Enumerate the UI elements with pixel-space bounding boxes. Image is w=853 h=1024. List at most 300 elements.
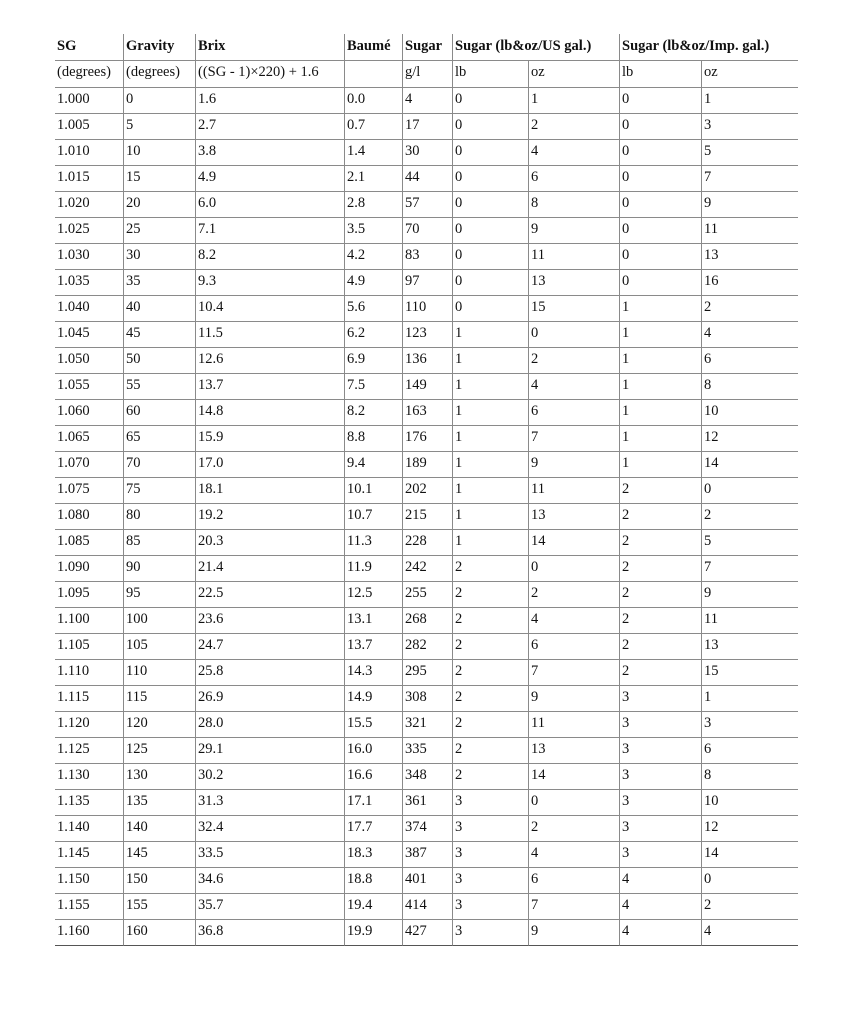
table-row [55, 634, 798, 660]
unit-imp-lb: lb [619, 61, 701, 88]
cell-imp-oz: 12 [701, 816, 798, 842]
cell-brix: 25.8 [195, 660, 344, 686]
cell-us-oz: 8 [528, 192, 619, 218]
unit-us-oz: oz [528, 61, 619, 88]
cell-imp-lb: 1 [619, 452, 701, 478]
cell-imp-oz: 11 [701, 218, 798, 244]
cell-imp-lb: 2 [619, 608, 701, 634]
cell-imp-oz: 15 [701, 660, 798, 686]
header-sugar-imp-gal: Sugar (lb&oz/Imp. gal.) [619, 34, 798, 61]
cell-imp-oz: 8 [701, 764, 798, 790]
cell-brix: 13.7 [195, 374, 344, 400]
cell-baume: 10.1 [344, 478, 402, 504]
cell-gravity: 85 [123, 530, 195, 556]
table-row [55, 296, 798, 322]
cell-sg: 1.025 [55, 218, 123, 244]
cell-baume: 1.4 [344, 140, 402, 166]
cell-gravity: 70 [123, 452, 195, 478]
table-row [55, 686, 798, 712]
cell-us-oz: 2 [528, 348, 619, 374]
cell-gravity: 135 [123, 790, 195, 816]
cell-sg: 1.140 [55, 816, 123, 842]
cell-brix: 19.2 [195, 504, 344, 530]
cell-imp-oz: 7 [701, 556, 798, 582]
cell-baume: 6.9 [344, 348, 402, 374]
cell-sugar-gl: 282 [402, 634, 452, 660]
cell-us-oz: 2 [528, 816, 619, 842]
cell-sg: 1.100 [55, 608, 123, 634]
cell-imp-lb: 3 [619, 764, 701, 790]
cell-imp-lb: 4 [619, 894, 701, 920]
cell-imp-lb: 3 [619, 842, 701, 868]
table-row [55, 478, 798, 504]
cell-brix: 17.0 [195, 452, 344, 478]
cell-brix: 28.0 [195, 712, 344, 738]
cell-sg: 1.070 [55, 452, 123, 478]
cell-gravity: 95 [123, 582, 195, 608]
cell-imp-lb: 0 [619, 218, 701, 244]
cell-sugar-gl: 228 [402, 530, 452, 556]
unit-imp-oz: oz [701, 61, 798, 88]
table-row [55, 322, 798, 348]
unit-baume [344, 61, 402, 88]
cell-baume: 5.6 [344, 296, 402, 322]
cell-us-oz: 0 [528, 790, 619, 816]
cell-gravity: 40 [123, 296, 195, 322]
cell-brix: 23.6 [195, 608, 344, 634]
table-row [55, 348, 798, 374]
cell-imp-oz: 9 [701, 582, 798, 608]
cell-imp-lb: 2 [619, 478, 701, 504]
cell-baume: 16.0 [344, 738, 402, 764]
cell-baume: 17.7 [344, 816, 402, 842]
cell-imp-oz: 9 [701, 192, 798, 218]
cell-gravity: 50 [123, 348, 195, 374]
cell-sugar-gl: 414 [402, 894, 452, 920]
cell-sugar-gl: 215 [402, 504, 452, 530]
cell-gravity: 75 [123, 478, 195, 504]
cell-gravity: 105 [123, 634, 195, 660]
cell-brix: 35.7 [195, 894, 344, 920]
cell-imp-lb: 3 [619, 790, 701, 816]
table-row [55, 842, 798, 868]
cell-imp-oz: 3 [701, 114, 798, 140]
cell-baume: 17.1 [344, 790, 402, 816]
cell-baume: 7.5 [344, 374, 402, 400]
table-row [55, 218, 798, 244]
cell-sugar-gl: 57 [402, 192, 452, 218]
cell-sg: 1.075 [55, 478, 123, 504]
cell-brix: 30.2 [195, 764, 344, 790]
cell-us-oz: 11 [528, 244, 619, 270]
cell-baume: 0.7 [344, 114, 402, 140]
table-row [55, 244, 798, 270]
cell-imp-lb: 1 [619, 348, 701, 374]
cell-sg: 1.110 [55, 660, 123, 686]
cell-us-lb: 0 [452, 296, 528, 322]
cell-us-lb: 1 [452, 322, 528, 348]
cell-us-oz: 14 [528, 530, 619, 556]
table-row [55, 608, 798, 634]
table-row [55, 192, 798, 218]
table-row [55, 556, 798, 582]
cell-gravity: 145 [123, 842, 195, 868]
cell-gravity: 160 [123, 920, 195, 946]
cell-imp-lb: 3 [619, 738, 701, 764]
cell-gravity: 5 [123, 114, 195, 140]
cell-imp-oz: 8 [701, 374, 798, 400]
cell-brix: 14.8 [195, 400, 344, 426]
unit-gravity: (degrees) [123, 61, 195, 88]
cell-gravity: 60 [123, 400, 195, 426]
cell-us-lb: 2 [452, 634, 528, 660]
cell-sugar-gl: 387 [402, 842, 452, 868]
cell-imp-oz: 0 [701, 868, 798, 894]
cell-sg: 1.115 [55, 686, 123, 712]
cell-imp-oz: 14 [701, 842, 798, 868]
cell-imp-lb: 0 [619, 114, 701, 140]
cell-sg: 1.065 [55, 426, 123, 452]
cell-imp-oz: 12 [701, 426, 798, 452]
cell-us-lb: 0 [452, 192, 528, 218]
cell-us-oz: 4 [528, 140, 619, 166]
cell-brix: 7.1 [195, 218, 344, 244]
table-row [55, 790, 798, 816]
cell-us-oz: 7 [528, 894, 619, 920]
cell-imp-lb: 2 [619, 530, 701, 556]
cell-brix: 3.8 [195, 140, 344, 166]
cell-sg: 1.135 [55, 790, 123, 816]
table-row [55, 270, 798, 296]
cell-baume: 2.1 [344, 166, 402, 192]
cell-imp-lb: 0 [619, 140, 701, 166]
cell-sugar-gl: 268 [402, 608, 452, 634]
table-row [55, 88, 798, 114]
cell-us-oz: 9 [528, 920, 619, 946]
cell-sg: 1.020 [55, 192, 123, 218]
cell-baume: 18.3 [344, 842, 402, 868]
cell-us-lb: 3 [452, 816, 528, 842]
cell-baume: 9.4 [344, 452, 402, 478]
cell-gravity: 110 [123, 660, 195, 686]
cell-sg: 1.050 [55, 348, 123, 374]
cell-gravity: 15 [123, 166, 195, 192]
cell-brix: 10.4 [195, 296, 344, 322]
cell-baume: 6.2 [344, 322, 402, 348]
cell-us-lb: 2 [452, 556, 528, 582]
cell-imp-oz: 1 [701, 88, 798, 114]
cell-imp-oz: 14 [701, 452, 798, 478]
cell-sg: 1.040 [55, 296, 123, 322]
cell-us-lb: 1 [452, 374, 528, 400]
cell-sugar-gl: 163 [402, 400, 452, 426]
cell-sugar-gl: 202 [402, 478, 452, 504]
cell-sugar-gl: 374 [402, 816, 452, 842]
cell-brix: 9.3 [195, 270, 344, 296]
cell-imp-oz: 0 [701, 478, 798, 504]
table-row [55, 920, 798, 946]
cell-us-oz: 0 [528, 556, 619, 582]
cell-gravity: 140 [123, 816, 195, 842]
cell-brix: 2.7 [195, 114, 344, 140]
cell-imp-lb: 2 [619, 504, 701, 530]
cell-baume: 16.6 [344, 764, 402, 790]
header-gravity: Gravity [123, 34, 195, 61]
table-row [55, 530, 798, 556]
cell-sugar-gl: 110 [402, 296, 452, 322]
cell-us-lb: 1 [452, 426, 528, 452]
unit-sugar: g/l [402, 61, 452, 88]
cell-sugar-gl: 335 [402, 738, 452, 764]
cell-us-lb: 2 [452, 738, 528, 764]
cell-us-lb: 3 [452, 842, 528, 868]
cell-gravity: 120 [123, 712, 195, 738]
cell-baume: 3.5 [344, 218, 402, 244]
cell-brix: 21.4 [195, 556, 344, 582]
cell-us-oz: 2 [528, 582, 619, 608]
cell-imp-lb: 3 [619, 712, 701, 738]
cell-us-oz: 2 [528, 114, 619, 140]
header-brix: Brix [195, 34, 344, 61]
header-sugar: Sugar [402, 34, 452, 61]
cell-us-oz: 9 [528, 218, 619, 244]
cell-brix: 8.2 [195, 244, 344, 270]
cell-us-oz: 14 [528, 764, 619, 790]
cell-sg: 1.005 [55, 114, 123, 140]
cell-sugar-gl: 308 [402, 686, 452, 712]
cell-sg: 1.095 [55, 582, 123, 608]
cell-sugar-gl: 17 [402, 114, 452, 140]
cell-sg: 1.125 [55, 738, 123, 764]
cell-us-lb: 0 [452, 218, 528, 244]
cell-us-lb: 3 [452, 894, 528, 920]
cell-imp-lb: 1 [619, 400, 701, 426]
unit-sg: (degrees) [55, 61, 123, 88]
cell-baume: 19.9 [344, 920, 402, 946]
units-row [55, 61, 798, 88]
cell-imp-oz: 3 [701, 712, 798, 738]
cell-imp-lb: 1 [619, 374, 701, 400]
cell-imp-lb: 2 [619, 582, 701, 608]
cell-imp-oz: 11 [701, 608, 798, 634]
cell-sg: 1.080 [55, 504, 123, 530]
table-row [55, 660, 798, 686]
cell-gravity: 35 [123, 270, 195, 296]
cell-gravity: 55 [123, 374, 195, 400]
cell-imp-lb: 0 [619, 244, 701, 270]
cell-us-oz: 13 [528, 504, 619, 530]
cell-sugar-gl: 44 [402, 166, 452, 192]
cell-imp-lb: 2 [619, 660, 701, 686]
table-body [55, 88, 798, 946]
cell-sugar-gl: 255 [402, 582, 452, 608]
cell-brix: 22.5 [195, 582, 344, 608]
cell-us-lb: 2 [452, 582, 528, 608]
cell-us-oz: 6 [528, 166, 619, 192]
cell-brix: 18.1 [195, 478, 344, 504]
cell-sugar-gl: 295 [402, 660, 452, 686]
cell-baume: 2.8 [344, 192, 402, 218]
cell-us-lb: 0 [452, 140, 528, 166]
cell-imp-lb: 1 [619, 296, 701, 322]
cell-us-lb: 2 [452, 764, 528, 790]
cell-imp-oz: 2 [701, 504, 798, 530]
cell-brix: 15.9 [195, 426, 344, 452]
header-row [55, 34, 798, 61]
cell-sg: 1.030 [55, 244, 123, 270]
conversion-table [55, 34, 798, 946]
cell-sg: 1.085 [55, 530, 123, 556]
cell-us-lb: 0 [452, 244, 528, 270]
cell-us-oz: 7 [528, 660, 619, 686]
cell-imp-lb: 4 [619, 920, 701, 946]
cell-us-lb: 1 [452, 504, 528, 530]
cell-brix: 1.6 [195, 88, 344, 114]
cell-gravity: 30 [123, 244, 195, 270]
cell-sugar-gl: 189 [402, 452, 452, 478]
cell-us-oz: 11 [528, 712, 619, 738]
header-baume: Baumé [344, 34, 402, 61]
cell-gravity: 90 [123, 556, 195, 582]
table-row [55, 400, 798, 426]
cell-us-lb: 2 [452, 660, 528, 686]
cell-imp-oz: 10 [701, 400, 798, 426]
table-row [55, 114, 798, 140]
cell-us-lb: 1 [452, 478, 528, 504]
cell-gravity: 65 [123, 426, 195, 452]
cell-sg: 1.120 [55, 712, 123, 738]
cell-gravity: 80 [123, 504, 195, 530]
cell-gravity: 115 [123, 686, 195, 712]
table-row [55, 374, 798, 400]
cell-sg: 1.160 [55, 920, 123, 946]
cell-brix: 34.6 [195, 868, 344, 894]
cell-brix: 36.8 [195, 920, 344, 946]
cell-sg: 1.060 [55, 400, 123, 426]
table-row [55, 712, 798, 738]
cell-sugar-gl: 427 [402, 920, 452, 946]
cell-us-lb: 0 [452, 166, 528, 192]
cell-imp-oz: 16 [701, 270, 798, 296]
cell-imp-oz: 13 [701, 244, 798, 270]
unit-us-lb: lb [452, 61, 528, 88]
cell-sg: 1.035 [55, 270, 123, 296]
cell-brix: 6.0 [195, 192, 344, 218]
cell-sg: 1.055 [55, 374, 123, 400]
cell-sg: 1.000 [55, 88, 123, 114]
table-row [55, 868, 798, 894]
cell-imp-lb: 3 [619, 686, 701, 712]
cell-brix: 33.5 [195, 842, 344, 868]
cell-imp-lb: 1 [619, 426, 701, 452]
cell-brix: 29.1 [195, 738, 344, 764]
cell-imp-lb: 0 [619, 192, 701, 218]
cell-brix: 12.6 [195, 348, 344, 374]
cell-sg: 1.015 [55, 166, 123, 192]
cell-us-lb: 2 [452, 686, 528, 712]
cell-imp-oz: 5 [701, 530, 798, 556]
cell-baume: 19.4 [344, 894, 402, 920]
cell-gravity: 130 [123, 764, 195, 790]
cell-imp-lb: 2 [619, 556, 701, 582]
cell-sugar-gl: 70 [402, 218, 452, 244]
cell-imp-oz: 10 [701, 790, 798, 816]
cell-imp-oz: 1 [701, 686, 798, 712]
cell-baume: 11.3 [344, 530, 402, 556]
cell-us-oz: 13 [528, 738, 619, 764]
cell-us-oz: 11 [528, 478, 619, 504]
cell-gravity: 0 [123, 88, 195, 114]
cell-imp-lb: 4 [619, 868, 701, 894]
cell-baume: 14.9 [344, 686, 402, 712]
cell-us-oz: 13 [528, 270, 619, 296]
cell-sg: 1.155 [55, 894, 123, 920]
cell-sg: 1.090 [55, 556, 123, 582]
cell-sugar-gl: 136 [402, 348, 452, 374]
header-sg: SG [55, 34, 123, 61]
cell-imp-oz: 5 [701, 140, 798, 166]
cell-baume: 8.8 [344, 426, 402, 452]
cell-imp-oz: 6 [701, 738, 798, 764]
cell-us-oz: 4 [528, 842, 619, 868]
cell-gravity: 10 [123, 140, 195, 166]
table-row [55, 738, 798, 764]
cell-sugar-gl: 83 [402, 244, 452, 270]
cell-baume: 10.7 [344, 504, 402, 530]
cell-baume: 14.3 [344, 660, 402, 686]
cell-sugar-gl: 176 [402, 426, 452, 452]
cell-us-oz: 7 [528, 426, 619, 452]
cell-imp-oz: 4 [701, 322, 798, 348]
cell-imp-oz: 6 [701, 348, 798, 374]
cell-sg: 1.145 [55, 842, 123, 868]
cell-brix: 26.9 [195, 686, 344, 712]
cell-sugar-gl: 361 [402, 790, 452, 816]
cell-brix: 11.5 [195, 322, 344, 348]
cell-us-oz: 1 [528, 88, 619, 114]
cell-imp-lb: 1 [619, 322, 701, 348]
cell-baume: 13.1 [344, 608, 402, 634]
cell-us-lb: 1 [452, 452, 528, 478]
cell-gravity: 155 [123, 894, 195, 920]
unit-brix: ((SG - 1)×220) + 1.6 [195, 61, 344, 88]
cell-gravity: 125 [123, 738, 195, 764]
cell-sugar-gl: 242 [402, 556, 452, 582]
table-row [55, 894, 798, 920]
cell-sugar-gl: 4 [402, 88, 452, 114]
cell-us-oz: 15 [528, 296, 619, 322]
cell-us-lb: 3 [452, 868, 528, 894]
cell-sg: 1.105 [55, 634, 123, 660]
cell-baume: 15.5 [344, 712, 402, 738]
cell-gravity: 20 [123, 192, 195, 218]
cell-baume: 18.8 [344, 868, 402, 894]
cell-brix: 32.4 [195, 816, 344, 842]
cell-sg: 1.150 [55, 868, 123, 894]
cell-us-lb: 3 [452, 920, 528, 946]
cell-sugar-gl: 401 [402, 868, 452, 894]
cell-us-lb: 0 [452, 270, 528, 296]
cell-baume: 0.0 [344, 88, 402, 114]
cell-brix: 4.9 [195, 166, 344, 192]
cell-sugar-gl: 348 [402, 764, 452, 790]
cell-brix: 31.3 [195, 790, 344, 816]
cell-us-oz: 4 [528, 608, 619, 634]
cell-brix: 20.3 [195, 530, 344, 556]
cell-us-oz: 6 [528, 400, 619, 426]
cell-us-oz: 9 [528, 686, 619, 712]
cell-imp-lb: 0 [619, 166, 701, 192]
